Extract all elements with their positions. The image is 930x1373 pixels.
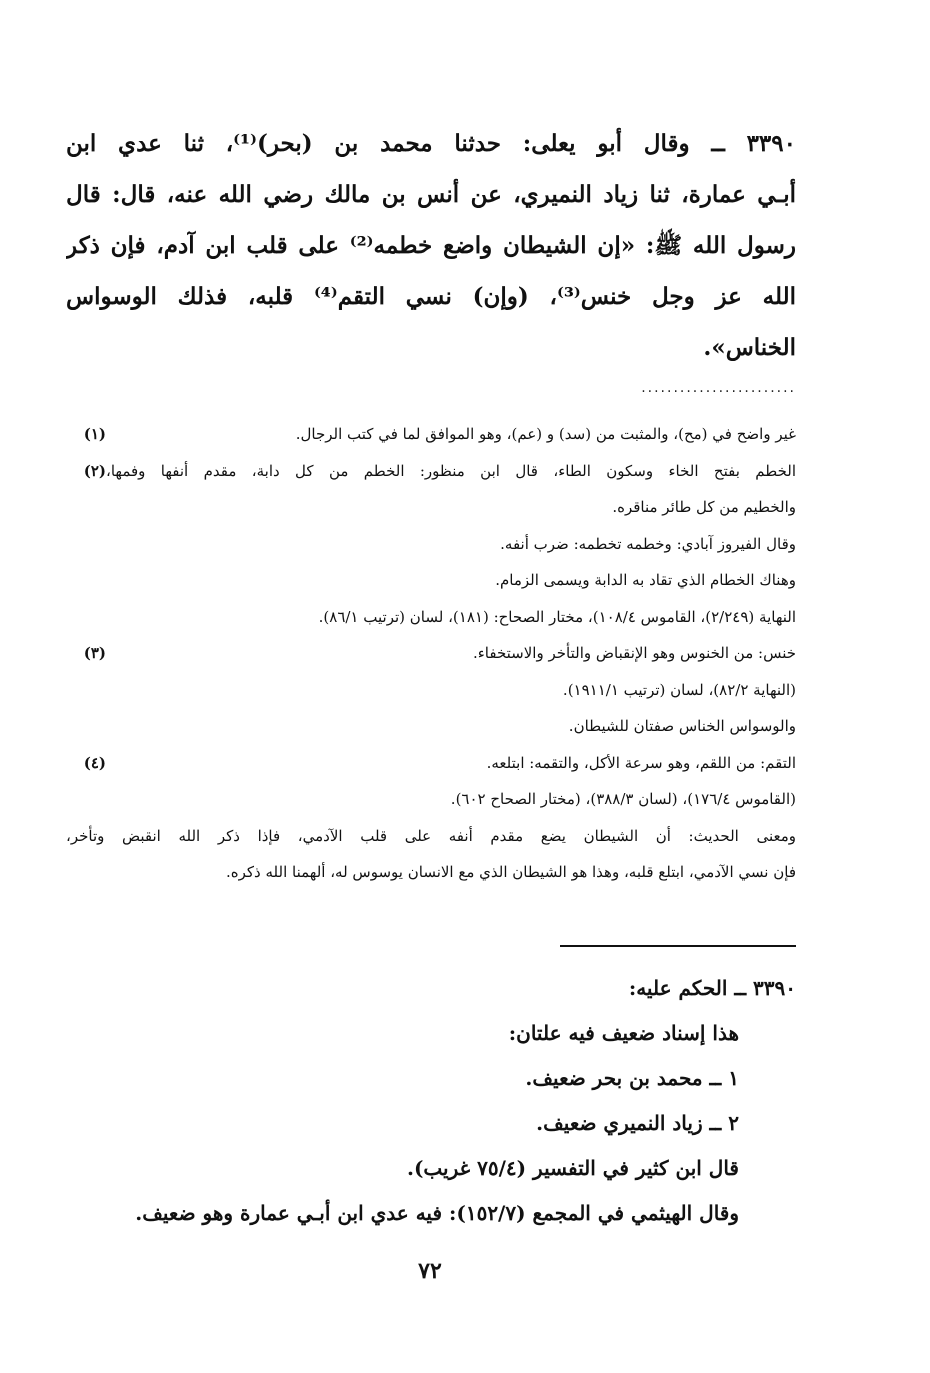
footnote-number: (١): [83, 425, 106, 443]
footnote-line: والخطيم من كل طائر مناقره.: [612, 498, 796, 516]
footnote-separator: ........................: [641, 380, 796, 396]
ruling-section: [66, 966, 796, 1236]
footnote-4: [66, 745, 796, 818]
footnote-2: [66, 453, 796, 636]
footnote-number: (٢): [83, 461, 106, 480]
hadith-line: الخناس».: [703, 334, 796, 361]
footnote-line: الخطم بفتح الخاء وسكون الطاء، قال ابن منظور: الخطم من كل دابة، مقدم أنفها وفمها،: [106, 461, 796, 480]
ruling-line: ١ ــ محمد بن بحر ضعيف.: [525, 1066, 739, 1090]
ruling-line: هذا إسناد ضعيف فيه علتان:: [508, 1021, 739, 1045]
footnote-tail: [66, 818, 796, 891]
footnote-body: [106, 745, 796, 818]
footnote-body: [66, 818, 796, 891]
footnote-number: (٣): [83, 644, 106, 662]
hadith-line: الله عز وجل خنس⁽³⁾، (وإن) نسي التقم⁽⁴⁾ قلبه، فذلك الوسواس: [66, 283, 796, 310]
footnote-line: وهناك الخطام الذي تقاد به الدابة ويسمى الزمام.: [495, 571, 796, 589]
hadith-line: رسول الله ﷺ: «إن الشيطان واضع خطمه⁽²⁾ على قلب ابن آدم، فإن ذكر: [66, 232, 796, 259]
hadith-line: أبـي عمارة، ثنا زياد النميري، عن أنس بن مالك رضي الله عنه، قال: قال: [66, 181, 796, 208]
footnotes: [66, 416, 796, 891]
footnote-line: التقم: من اللقم، وهو سرعة الأكل، والتقمه: ابتلعه.: [486, 753, 796, 772]
footnote-line: خنس: من الخنوس وهو الإنقباض والتأخر والاستخفاء.: [472, 644, 796, 662]
section-divider: [560, 945, 796, 947]
footnote-line: وقال الفيروز آبادي: وخطمه تخطمه: ضرب أنفه.: [500, 534, 796, 553]
page-number: ٧٢: [418, 1258, 442, 1284]
footnote-line: ومعنى الحديث: أن الشيطان يضع مقدم أنفه على قلب الآدمي، فإذا ذكر الله انقبض وتأخر،: [66, 826, 796, 845]
footnote-body: [106, 453, 796, 636]
hadith-text: [66, 118, 796, 373]
footnote-1: [66, 416, 796, 453]
footnote-body: [106, 416, 796, 453]
ruling-line: قال ابن كثير في التفسير (٧٥/٤ غريب).: [406, 1156, 739, 1180]
hadith-line: ٣٣٩٠ ــ وقال أبو يعلى: حدثنا محمد بن (بحر)⁽¹⁾، ثنا عدي ابن: [66, 130, 796, 157]
footnote-number: (٤): [83, 753, 106, 772]
footnote-line: (النهاية ٨٢/٢)، لسان (ترتيب ١٩١١/١).: [562, 680, 796, 699]
footnote-line: والوسواس الخناس صفتان للشيطان.: [568, 717, 796, 735]
footnote-line: غير واضح في (مح)، والمثبت من (سد) و (عم)، وهو الموافق لما في كتب الرجال.: [295, 425, 796, 443]
footnote-3: [66, 635, 796, 745]
footnote-body: [106, 635, 796, 745]
ruling-heading: ٣٣٩٠ ــ الحكم عليه:: [628, 976, 796, 1000]
ruling-line: وقال الهيثمي في المجمع (١٥٢/٧): فيه عدي ابن أبـي عمارة وهو ضعيف.: [135, 1201, 739, 1225]
footnote-line: النهاية (٢/٢٤٩)، القاموس ١٠٨/٤)، مختار الصحاح: (١٨١)، لسان (ترتيب ٨٦/١).: [318, 607, 796, 626]
ruling-line: ٢ ــ زياد النميري ضعيف.: [536, 1111, 739, 1135]
footnote-line: (القاموس ١٧٦/٤)، (لسان ٣٨٨/٣)، (مختار الصحاح ٦٠٢).: [450, 790, 796, 808]
footnote-line: فإن نسي الآدمي، ابتلع قلبه، وهذا هو الشيطان الذي مع الانسان يوسوس له، ألهمنا الله ذكره.: [226, 863, 796, 881]
